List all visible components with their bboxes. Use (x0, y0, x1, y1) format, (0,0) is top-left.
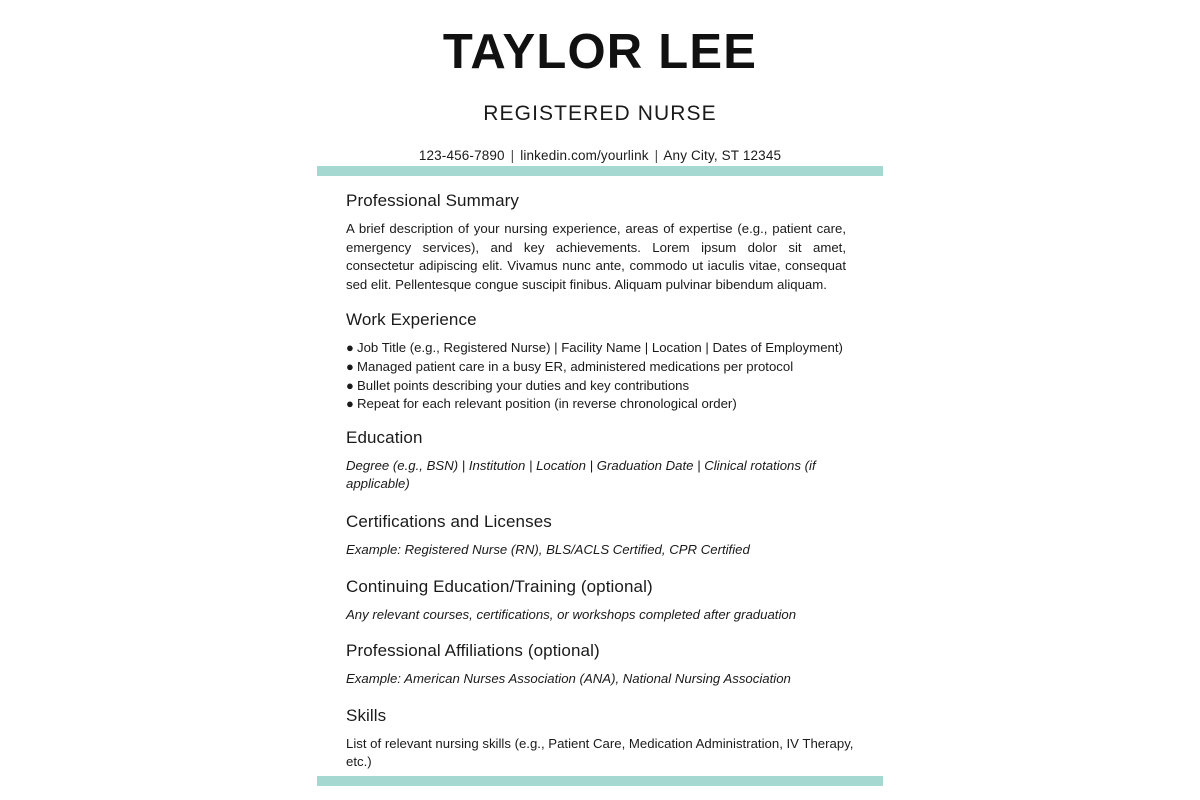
section-heading-education: Education (346, 427, 423, 447)
section-text-skills: List of relevant nursing skills (e.g., Patient Care, Medication Administration, IV Therapy, etc.) (346, 735, 854, 770)
resume-body (346, 192, 854, 772)
list-item-text: Managed patient care in a busy ER, administered medications per protocol (357, 358, 794, 374)
list-item (346, 339, 854, 358)
bullet-dot-icon: ● (346, 396, 354, 412)
contact-linkedin[interactable]: linkedin.com/yourlink (520, 148, 649, 163)
contact-location: Any City, ST 12345 (663, 148, 782, 163)
section-professional-summary (346, 192, 854, 294)
list-item (346, 377, 854, 396)
section-text-certifications: Example: Registered Nurse (RN), BLS/ACLS Certified, CPR Certified (346, 541, 750, 557)
list-item (346, 395, 854, 414)
section-heading-certifications: Certifications and Licenses (346, 511, 552, 531)
contact-line (0, 149, 1200, 163)
candidate-name: TAYLOR LEE (442, 25, 758, 79)
section-text-professional-summary: A brief description of your nursing experience, areas of expertise (e.g., patient care, emergency services), and key achievements. Lorem ipsum dolor sit amet, consectetur adipiscing elit. Vivamus nunc ante, commodo ut iaculis vitae, consequat sed elit. Pellentesque congue suscipit finibus. Aliquam pulvinar bibendum aliquam. (346, 221, 846, 292)
section-text-education: Degree (e.g., BSN) | Institution | Location | Graduation Date | Clinical rotations (if applicable) (346, 457, 816, 492)
section-text-professional-affiliations: Example: American Nurses Association (ANA), National Nursing Association (346, 671, 791, 687)
section-certifications (346, 513, 854, 560)
section-heading-skills: Skills (346, 705, 387, 725)
candidate-job-title: REGISTERED NURSE (483, 102, 717, 125)
list-item-text: Job Title (e.g., Registered Nurse) | Facility Name | Location | Dates of Employment) (357, 340, 843, 356)
accent-bar-top (317, 166, 883, 176)
list-item (346, 358, 854, 377)
section-heading-professional-affiliations: Professional Affiliations (optional) (346, 641, 600, 661)
bullet-dot-icon: ● (346, 358, 354, 374)
section-professional-affiliations (346, 642, 854, 689)
section-heading-professional-summary: Professional Summary (346, 191, 520, 210)
accent-bar-bottom (317, 776, 883, 786)
bullet-dot-icon: ● (346, 340, 354, 356)
section-continuing-education (346, 578, 854, 625)
contact-separator: | (654, 148, 659, 163)
section-heading-work-experience: Work Experience (346, 310, 477, 330)
section-work-experience (346, 311, 854, 413)
bullet-dot-icon: ● (346, 377, 354, 393)
work-experience-bullet-list (346, 339, 854, 413)
list-item-text: Repeat for each relevant position (in reverse chronological order) (357, 396, 737, 412)
section-skills (346, 707, 854, 772)
contact-separator: | (510, 148, 515, 163)
section-text-continuing-education: Any relevant courses, certifications, or workshops completed after graduation (346, 606, 797, 622)
resume-header (0, 0, 1200, 163)
section-heading-continuing-education: Continuing Education/Training (optional) (346, 576, 653, 596)
section-education (346, 429, 854, 494)
contact-phone: 123-456-7890 (418, 148, 505, 163)
list-item-text: Bullet points describing your duties and key contributions (357, 377, 690, 393)
